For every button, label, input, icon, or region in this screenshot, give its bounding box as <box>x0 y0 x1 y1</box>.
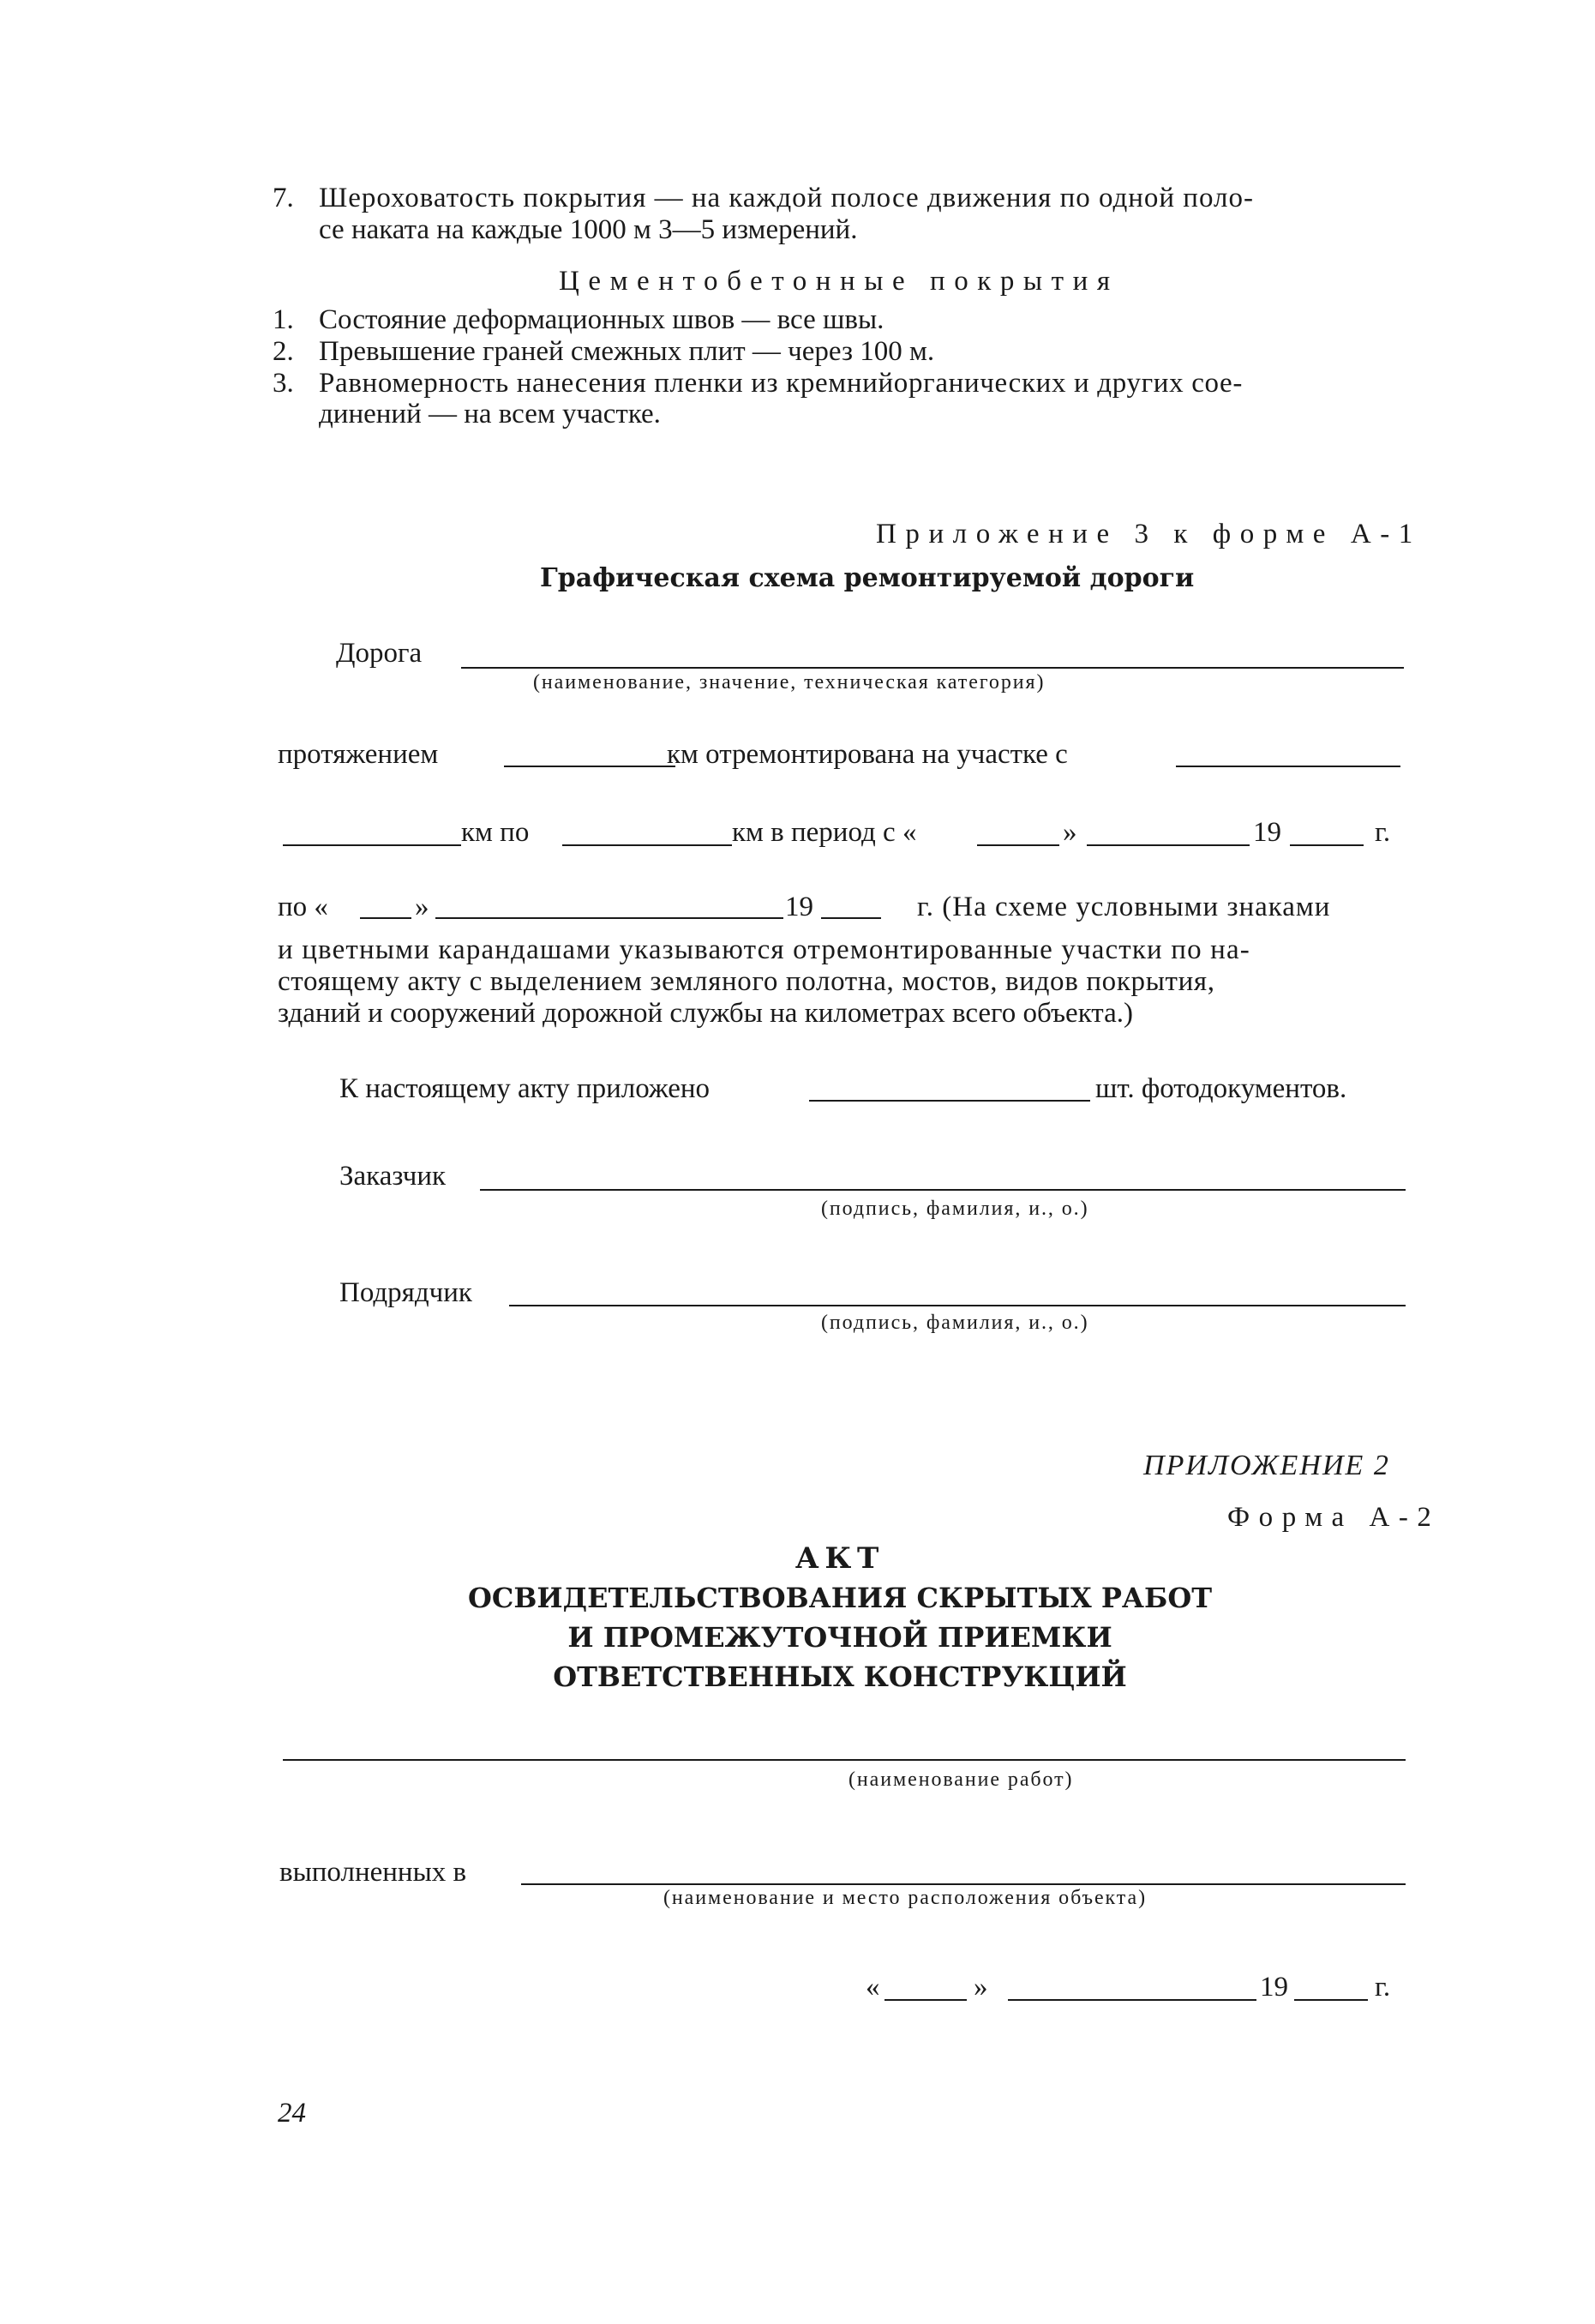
contractor-signature-blank <box>509 1305 1406 1306</box>
cement-item-3-number: 3. <box>273 368 294 399</box>
date-close: » <box>974 1972 988 2003</box>
cement-item-3-text: Равномерность нанесения пленки из кремнийорганических и других сое- <box>319 368 1244 399</box>
cement-item-3-continuation: динений — на всем участке. <box>319 399 661 429</box>
repaired-text: км отремонтирована на участке с <box>667 739 1068 770</box>
date-year-suffix: г. <box>1375 1972 1391 2003</box>
page-number: 24 <box>278 2098 306 2129</box>
period-year-blank <box>1290 844 1364 846</box>
act-title-line-2: ОСВИДЕТЕЛЬСТВОВАНИЯ СКРЫТЫХ РАБОТ <box>468 1582 1212 1614</box>
item-7-line2: се наката на каждые 1000 м 3—5 измерений. <box>319 214 858 245</box>
length-label: протяжением <box>278 739 439 770</box>
contractor-caption: (подпись, фамилия, и., о.) <box>821 1312 1089 1334</box>
length-blank <box>504 766 675 767</box>
road-label: Дорога <box>336 638 423 669</box>
road-caption: (наименование, значение, техническая категория) <box>533 671 1046 694</box>
act-title-line-1: АКТ <box>795 1541 885 1576</box>
km-period-text: км в период с « <box>732 817 917 848</box>
date-year-prefix: 19 <box>1260 1972 1288 2003</box>
object-name-blank <box>521 1883 1406 1885</box>
km-to-blank <box>562 844 732 846</box>
attached-count-blank <box>809 1100 1090 1102</box>
section-start-blank <box>1176 766 1400 767</box>
attached-suffix: шт. фотодокументов. <box>1095 1073 1347 1104</box>
appendix-3-label: Приложение 3 к форме А-1 <box>876 519 1422 549</box>
act-title-line-3: И ПРОМЕЖУТОЧНОЙ ПРИЕМКИ <box>567 1621 1112 1654</box>
contractor-label: Подрядчик <box>339 1277 472 1308</box>
period-month-blank <box>1087 844 1250 846</box>
note-line-1: и цветными карандашами указываются отремонтированные участки по на- <box>278 934 1250 965</box>
date-day-blank <box>884 1999 967 2001</box>
date-year-blank <box>1294 1999 1368 2001</box>
period-quote-close: » <box>1063 817 1077 848</box>
po-open: по « <box>278 892 328 922</box>
cement-heading: Цементобетонные покрытия <box>559 266 1119 297</box>
performed-label: выполненных в <box>279 1857 467 1888</box>
cement-item-1-number: 1. <box>273 304 294 335</box>
date-month-blank <box>1008 1999 1256 2001</box>
appendix-2-label: ПРИЛОЖЕНИЕ 2 <box>1143 1450 1390 1481</box>
works-caption: (наименование работ) <box>848 1769 1074 1791</box>
note-line-3: зданий и сооружений дорожной службы на километрах всего объекта.) <box>278 998 1134 1029</box>
appendix-3-title: Графическая схема ремонтируемой дороги <box>540 563 1195 593</box>
period-day-blank <box>977 844 1059 846</box>
attached-label: К настоящему акту приложено <box>339 1073 711 1104</box>
object-caption: (наименование и место расположения объекта) <box>663 1887 1147 1909</box>
km-po-text: км по <box>461 817 530 848</box>
cement-item-2-text: Превышение граней смежных плит — через 100 м. <box>319 336 935 367</box>
item-7-line1: Шероховатость покрытия — на каждой полосе движения по одной поло- <box>319 183 1254 213</box>
po-year-prefix: 19 <box>785 892 813 922</box>
date-open: « <box>866 1972 880 2003</box>
period-year-suffix: г. <box>1375 817 1391 848</box>
works-name-blank <box>283 1759 1406 1761</box>
po-year-blank <box>821 917 881 919</box>
customer-label: Заказчик <box>339 1161 447 1192</box>
po-close: » <box>415 892 429 922</box>
item-7-number: 7. <box>273 183 294 213</box>
period-year-prefix: 19 <box>1253 817 1281 848</box>
customer-signature-blank <box>480 1189 1406 1191</box>
form-a2-label: Форма А-2 <box>1227 1502 1441 1533</box>
cement-item-2-number: 2. <box>273 336 294 367</box>
customer-caption: (подпись, фамилия, и., о.) <box>821 1198 1089 1220</box>
cement-item-1-text: Состояние деформационных швов — все швы. <box>319 304 884 335</box>
note-line-2: стоящему акту с выделением земляного полотна, мостов, видов покрытия, <box>278 966 1215 997</box>
note-start: г. (На схеме условными знаками <box>917 892 1331 922</box>
po-day-blank <box>360 917 411 919</box>
road-blank <box>461 667 1404 669</box>
po-month-blank <box>435 917 783 919</box>
km-from-blank <box>283 844 461 846</box>
act-title-line-4: ОТВЕТСТВЕННЫХ КОНСТРУКЦИЙ <box>553 1660 1127 1693</box>
